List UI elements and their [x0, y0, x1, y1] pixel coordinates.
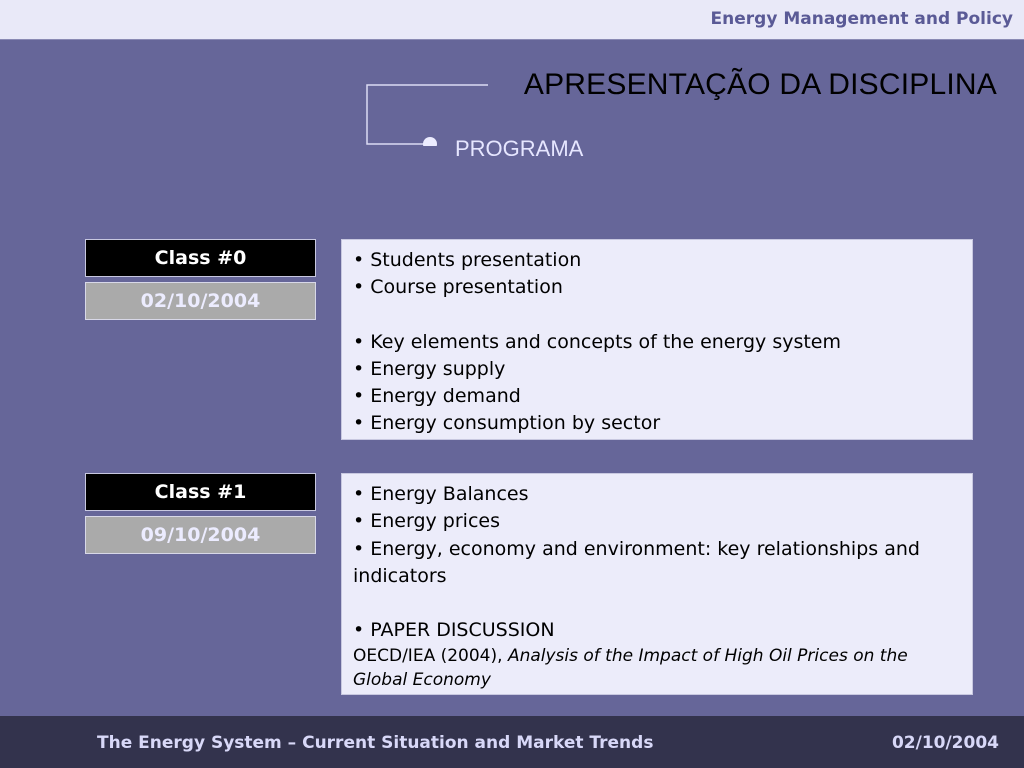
topic-item: • Energy consumption by sector	[353, 412, 661, 435]
class-1-date: 09/10/2004	[85, 516, 316, 554]
class-0-date: 02/10/2004	[85, 282, 316, 320]
paper-title: Analysis of the Impact of High Oil Prices on the Global Economy	[353, 646, 908, 691]
class-1-topics	[341, 473, 973, 695]
class-1-label: Class #1	[85, 473, 316, 511]
footer-date: 02/10/2004	[891, 733, 999, 753]
topic-item: • Energy, economy and environment: key relationships and indicators	[353, 537, 920, 587]
topic-item: • Energy demand	[353, 385, 521, 408]
paper-source: OECD/IEA (2004),	[353, 646, 508, 667]
top-header-bar	[0, 0, 1024, 40]
topic-item: • Energy prices	[353, 510, 500, 533]
topic-item: • Course presentation	[353, 276, 563, 299]
topic-item: • Students presentation	[353, 249, 582, 271]
class-0-topics	[341, 239, 973, 440]
topic-item: • PAPER DISCUSSION	[353, 619, 555, 642]
topic-item: • Energy Balances	[353, 483, 529, 505]
topic-spacer	[353, 590, 962, 617]
slide-subtitle: PROGRAMA	[455, 136, 584, 161]
class-0-label: Class #0	[85, 239, 316, 277]
paper-reference	[353, 644, 962, 692]
course-brand: Energy Management and Policy	[710, 9, 1013, 29]
slide-title: APRESENTAÇÃO DA DISCIPLINA	[523, 68, 997, 101]
topic-spacer	[353, 302, 962, 329]
topic-item: • Key elements and concepts of the energy system	[353, 330, 842, 353]
topic-item: • Energy supply	[353, 357, 506, 380]
footer-title: The Energy System – Current Situation and Market Trends	[97, 733, 654, 753]
footer-bar	[0, 716, 1024, 768]
